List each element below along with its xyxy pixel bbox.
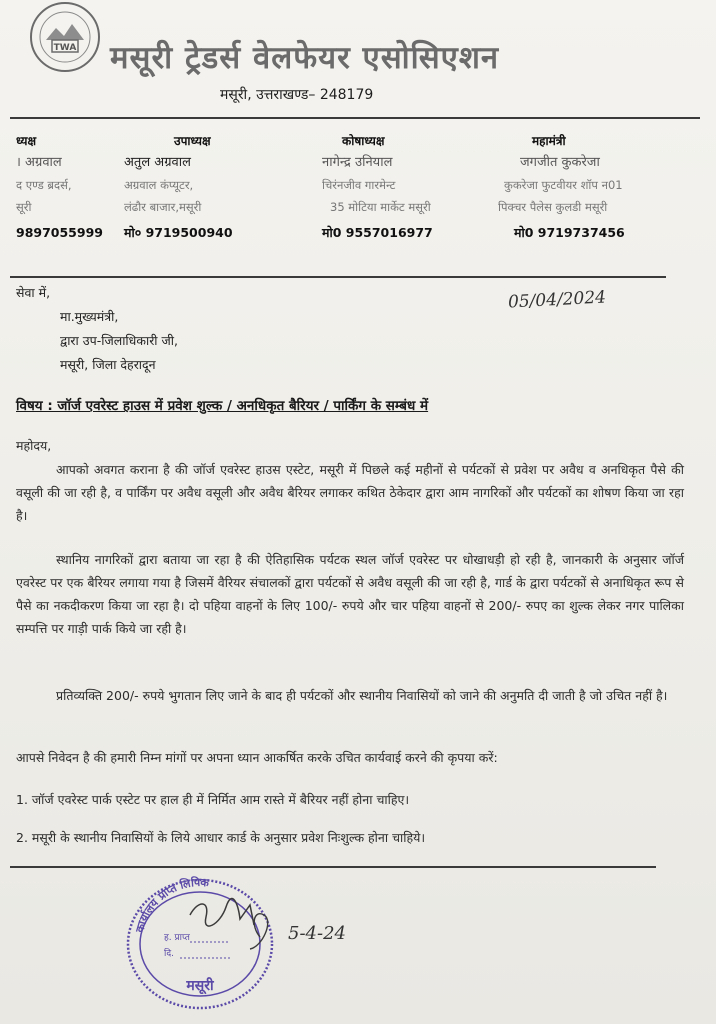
header-divider [10, 117, 700, 119]
office-bearer-president [16, 130, 103, 244]
svg-text:TWA: TWA [53, 43, 77, 53]
role-label: कोषाध्यक्ष [342, 134, 385, 148]
organization-title: मसूरी ट्रेडर्स वेलफेयर एसोसिएशन [110, 40, 500, 76]
association-logo [28, 0, 102, 74]
request-intro: आपसे निवेदन है की हमारी निम्न मांगों पर अपना ध्यान आकर्षित करके उचित कार्यवाई करने की कृपया करें: [16, 750, 498, 765]
recipient-line-3: मसूरी, जिला देहरादून [60, 357, 156, 372]
bearer-location: लंढौर बाजार,मसूरी [124, 200, 202, 214]
bearer-location: 35 मोटिया मार्केट मसूरी [330, 200, 431, 214]
role-label: ध्यक्ष [16, 134, 37, 148]
footer-divider [10, 866, 656, 868]
bearer-name: अतुल अग्रवाल [124, 155, 191, 170]
body-paragraph-1: आपको अवगत कराना है की जॉर्ज एवरेस्ट हाउस एस्टेट, मसूरी में पिछले कई महीनों से पर्यटकों से प्रवेश पर अवैध व अनधिकृत पैसे की वसूली की जा रही है, व पार्किंग पर अवैध वसूली और अवैध बैरियर लगाकर कथित ठेकेदार द्वारा आम नागरिकों और पर्यटकों का शोषण किया जा रहा है। [16, 462, 684, 523]
bearer-name: नागेन्द्र उनियाल [322, 155, 393, 170]
recipient-line-2: द्वारा उप-जिलाधिकारी जी, [60, 333, 179, 348]
bearer-name: जगजीत कुकरेजा [520, 155, 600, 170]
role-label: उपाध्यक्ष [174, 134, 211, 148]
bearer-business: द एण्ड ब्रदर्स, [16, 178, 72, 192]
bearer-location: पिक्चर पैलेस कुलडी मसूरी [498, 200, 608, 214]
role-label: महामंत्री [532, 134, 566, 148]
demand-1: 1. जॉर्ज एवरेस्ट पार्क एस्टेट पर हाल ही में निर्मित आम रास्ते में बैरियर नहीं होना चाहिए। [16, 792, 410, 807]
bearer-phone: मो0 9719737456 [514, 225, 625, 240]
office-bearer-treasurer [322, 130, 433, 244]
bearer-phone: मो० 9719500940 [124, 225, 233, 240]
handwritten-date: 05/04/2024 [507, 287, 607, 313]
svg-text:दि.: दि. [164, 949, 174, 959]
office-bearers-divider [10, 276, 666, 278]
svg-text:मसूरी: मसूरी [186, 978, 214, 994]
svg-text:5-4-24: 5-4-24 [288, 923, 346, 944]
body-paragraph-3: प्रतिव्यक्ति 200/- रुपये भुगतान लिए जाने के बाद ही पर्यटकों और स्थानीय निवासियों को जाने की अनुमति दी जाती है जो उचित नहीं है। [56, 688, 668, 703]
bearer-location: सूरी [16, 200, 32, 214]
handwritten-signature [180, 895, 360, 955]
recipient-line-1: मा.मुख्यमंत्री, [60, 309, 119, 324]
letter-subject [16, 396, 706, 414]
svg-text:ह. प्राप्त: ह. प्राप्त [164, 933, 190, 943]
bearer-phone: 9897055999 [16, 225, 103, 240]
body-paragraph-2: स्थानिय नागरिकों द्वारा बताया जा रहा है की ऐतिहासिक पर्यटक स्थल जॉर्ज एवरेस्ट पर धोखाधड़ी हो रही है, जानकारी के अनुसार जॉर्ज एवरेस्ट पर एक बैरियर लगाया गया है जिसमें वैरियर संचालकों द्वारा पर्यटकों से अवैध वसूली की जा रही है, गार्ड के द्वारा पर्यटकों से अनाधिकृत रूप से पैसे का नकदीकरण किया जा रहा है। दो पहिया वाहनों के लिए 100/- रुपये और चार पहिया वाहनों से 200/- रुपए का शुल्क लेकर नगर पालिका सम्पत्ति पर गाड़ी पार्क किये जा रही है। [16, 552, 684, 636]
greeting: महोदय, [16, 438, 52, 453]
bearer-business: चिरंनजीव गारमेन्ट [322, 178, 396, 192]
organization-address: मसूरी, उत्तराखण्ड– 248179 [220, 87, 374, 103]
demand-2: 2. मसूरी के स्थानीय निवासियों के लिये आधार कार्ड के अनुसार प्रवेश निःशुल्क होना चाहिये। [16, 830, 426, 845]
bearer-business: अग्रवाल कंप्यूटर, [124, 178, 194, 192]
svg-text:कार्यालय प्राप्त लिपिक: कार्यालय प्राप्त लिपिक [133, 875, 210, 934]
bearer-name: । अग्रवाल [16, 155, 62, 170]
bearer-phone: मो0 9557016977 [322, 225, 433, 240]
subject-text: विषय : जॉर्ज एवरेस्ट हाउस में प्रवेश शुल्क / अनधिकृत बैरियर / पार्किंग के सम्बंध में [16, 398, 429, 414]
recipient-salutation: सेवा में, [16, 285, 51, 300]
bearer-business: कुकरेजा फुटवीयर शॉप न01 [504, 178, 623, 192]
office-bearer-general-secretary [498, 130, 625, 244]
office-bearer-vice-president [124, 130, 233, 244]
